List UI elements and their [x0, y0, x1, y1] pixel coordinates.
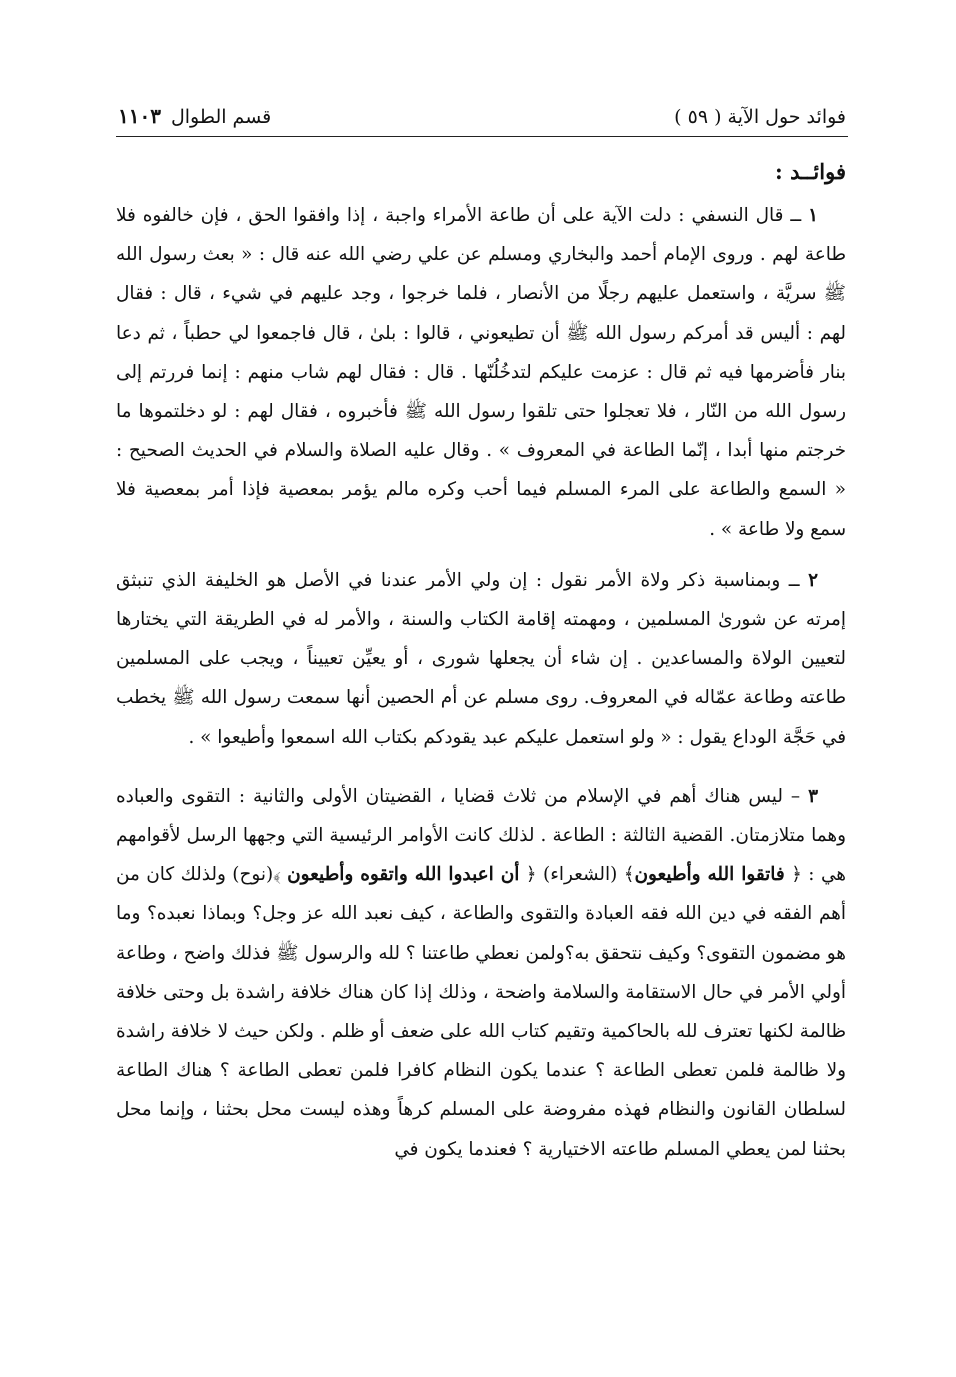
header-section-group: [118, 104, 271, 128]
running-header: [118, 88, 846, 128]
paragraph-1: [116, 196, 846, 549]
chapter-title: فوائد حول الآية ( ٥٩ ): [674, 106, 846, 128]
paragraph-number: ٣: [808, 785, 818, 807]
quran-quote: فاتقوا الله وأطيعون: [634, 864, 785, 886]
quran-quote: أن اعبدوا الله واتقوه وأطيعون: [287, 864, 520, 886]
paragraph-text: ــ وبمناسبة ذكر ولاة الأمر نقول : إن ولي الأمر عندنا في الأصل هو الخليفة الذي تنبثق إمرته عن شورىٰ المسلمين ، ومهمته إقامة الكتاب والسنة ، والأمر له في الطريقة التي يختارها لتعيين الولاة والمساعدين . إن شاء أن يجعلها شورى ، أو يعيِّن تعييناً ، ويجب على المسلمين طاعته وطاعة عمّاله في المعروف. روى مسلم عن أم الحصين أنها سمعت رسول الله ﷺ يخطب في حَجَّة الوداع يقول : « ولو استعمل عليكم عبد يقودكم بكتاب الله اسمعوا وأطيعوا » .: [116, 569, 846, 748]
paragraph-2: [116, 561, 846, 757]
page-body: [116, 150, 846, 1169]
paragraph-text: ﴾(نوح) ولذلك كان من أهم الفقه في دين الله فقه العبادة والتقوى والطاعة ، كيف نعبد الله عز وجل؟ وبماذا نعبده؟ وما هو مضمون التقوى؟ وكيف نتحقق به؟ولمن نعطي طاعتنا ؟ لله والرسول ﷺ فذلك واضح ، وطاعة أولي الأمر في حال الاستقامة والسلامة واضحة ، وذلك إذا كان هناك خلافة راشدة بل وحتى خلافة ظالمة لكنها تعترف لله بالحاكمية وتقيم كتاب الله على ضعف أو ظلم . ولكن حيث لا خلافة راشدة ولا ظالمة فلمن تعطى الطاعة ؟ عندما يكون النظام كافرا فلمن تعطى الطاعة ؟ هناك الطاعة لسلطان القانون والنظام فهذه مفروضة على المسلم كرهاً وهذه ليست محل بحثنا ، وإنما محل بحثنا لمن يعطي المسلم طاعته الاختيارية ؟ فعندما يكون في: [116, 864, 846, 1160]
paragraph-text: ﴾ (الشعراء) ﴿: [519, 864, 635, 886]
paragraph-number: ٢: [808, 569, 818, 591]
header-divider: [116, 136, 848, 137]
paragraph-number: ١: [808, 205, 818, 226]
paragraph-text: – ليس هناك أهم في الإسلام من ثلاث قضايا ، القضيتان الأولى والثانية : التقوى والعباده وهما متلازمتان. القضية الثالثة : الطاعة . لذلك كانت الأوامر الرئيسية التي وجهها الرسل لأقوامهم هي : ﴿: [116, 785, 846, 886]
header-title-group: [674, 106, 846, 128]
paragraph-text: ــ قال النسفي : دلت الآية على أن طاعة الأمراء واجبة ، إذا وافقوا الحق ، فإن خالفوه فلا طاعة لهم . وروى الإمام أحمد والبخاري ومسلم عن علي رضي الله عنه قال : « بعث رسول الله ﷺ سريَّة ، واستعمل عليهم رجلًا من الأنصار ، فلما خرجوا ، وجد عليهم في شيء ، قال : فقال لهم : أليس قد أمركم رسول الله ﷺ أن تطيعوني ، قالوا : بلىٰ ، قال فاجمعوا لي حطباً ، ثم دعا بنار فأضرمها فيه ثم قال : عزمت عليكم لتدخُلُنّها . قال : فقال لهم شاب منهم : إنما فررتم إلى رسول الله من النّار ، فلا تعجلوا حتى تلقوا رسول الله ﷺ فأخبروه ، فقال لهم : لو دخلتموها ما خرجتم منها أبدا ، إنّما الطاعة في المعروف » . وقال عليه الصلاة والسلام في الحديث الصحيح : « السمع والطاعة على المرء المسلم فيما أحب وكره مالم يؤمر بمعصية فإذا أمر بمعصية فلا سمع ولا طاعة » .: [116, 205, 846, 540]
section-name: قسم الطوال: [170, 106, 272, 128]
page-number: ١١٠٣: [118, 104, 161, 128]
paragraph-3: [116, 777, 846, 1169]
section-heading: فوائــد :: [775, 159, 846, 184]
